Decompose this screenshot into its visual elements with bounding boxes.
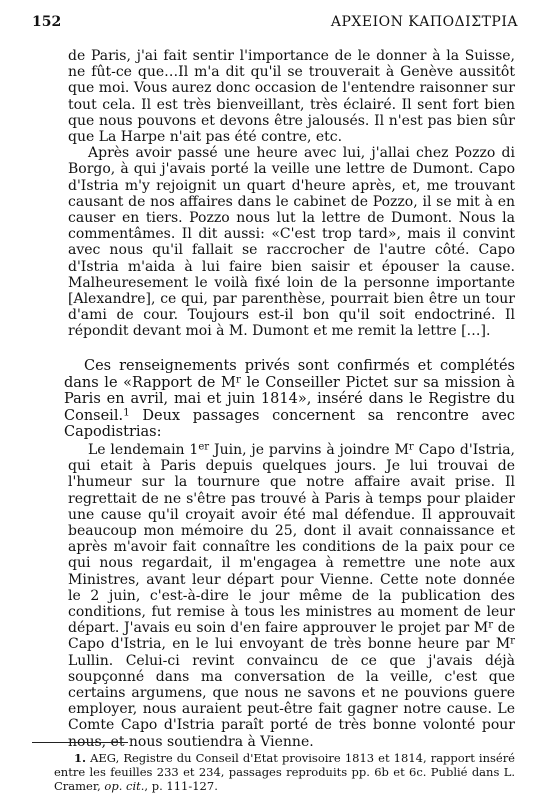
quote-paragraph-1: de Paris, j'ai fait sentir l'importance de le donner à la Suisse, ne fût-ce que…Il m'a dit qu'il se trouverait à Genève aussitôt que moi. Vous aurez donc occasion de l'entendre raisonner sur tout cela. Il est très bienveillant, très éclairé. Il sent fort bien que nous pouvons et devons être jalousés. Il n'est pas bien sûr que La Harpe n'ait pas été contre, etc.	[68, 48, 515, 146]
block-quote-report	[68, 442, 515, 750]
report-text-e: Lullin. Celui-ci revint convaincu de ce que j'avais déjà soupçonné dans ma conversation de la veille, c'est que certains argumens, que nous ne savons et ne pouvions guere employer, nous auraient peut-être fait gagner notre cause. Le Comte Capo d'Istria paraît porté de très bonne volonté pour nous, et nous soutiendra à Vienne.	[68, 652, 515, 750]
footnote-op-cit: op. cit.	[104, 779, 145, 793]
footnote-text-a: AEG, Registre du Conseil d'Etat provisoire 1813 et 1814, rapport inséré entre les feuilles 233 et 234, passages reproduits pp. 6b et 6c. Publié dans L. Cramer,	[54, 751, 515, 793]
footnote-paragraph	[54, 751, 515, 793]
report-paragraph	[68, 442, 515, 750]
page-number: 152	[32, 14, 62, 30]
footnote	[54, 751, 515, 793]
superscript-er: er	[198, 441, 210, 453]
quote-paragraph-2: Après avoir passé une heure avec lui, j'allai chez Pozzo di Borgo, à qui j'avais porté la veille une lettre de Dumont. Capo d'Istria m'y rejoignit un quart d'heure après, et, me trouvant causant de nos affaires dans le cabinet de Pozzo, il se mit à en causer en tiers. Pozzo nous lut la lettre de Dumont. Nous la commentâmes. Il dit aussi: «C'est trop tard», mais il convint avec nous qu'il fallait se raccrocher de l'autre côté. Capo d'Istria m'aida à lui faire bien saisir et épouser la cause. Malheuresement le voilà fixé loin de la personne importante [Alexandre], ce qui, par parenthèse, pourrait bien être un tour d'ami de cour. Toujours est-il bon qu'il soit endoctriné. Il répondit devant moi à M. Dumont et me remit la lettre […].	[68, 145, 515, 340]
body-paragraph	[64, 358, 515, 441]
superscript-r: r	[408, 441, 414, 453]
report-text-b: Juin, je parvins à joindre M	[209, 442, 409, 458]
report-text-a: Le lendemain 1	[88, 442, 199, 458]
superscript-r: r	[488, 619, 494, 631]
footnote-text-b: , p. 111-127.	[144, 779, 218, 793]
block-quote-letter	[68, 48, 515, 340]
running-head	[32, 14, 518, 34]
footnote-reference[interactable]: 1	[123, 405, 130, 418]
report-text-d: de Capo d'Istria, en le lui envoyant de très bonne heure par M	[68, 620, 515, 653]
superscript-r: r	[510, 635, 515, 647]
running-title: ΑΡΧΕΙΟΝ ΚΑΠΟΔΙΣΤΡΙΑ	[330, 14, 518, 30]
superscript-r: r	[235, 372, 241, 385]
body-text	[64, 358, 515, 441]
body-text-c: Deux passages concernent sa rencontre avec Capodistrias:	[64, 407, 515, 440]
footnote-number: 1.	[74, 751, 87, 765]
body-text-a: Ces renseignements privés sont confirmés et complétés dans le «Rapport de M	[64, 358, 515, 391]
footnote-rule	[32, 742, 128, 743]
body-text-b: le Conseiller Pictet sur sa mission à Paris en avril, mai et juin 1814», inséré dans le Registre du Conseil.	[64, 374, 516, 424]
report-text-c: Capo d'Istria, qui etait à Paris depuis quelques jours. Je lui trouvai de l'humeur sur la tournure que notre affaire avait prise. Il regrettait de ne s'être pas trouvé à Paris à temps pour plaider une cause qu'il croyait avoir été mal défendue. Il approuvait beaucoup mon mémoire du 25, dont il avait connaissance et après m'avoir fait connaître les conditions de la paix pour ce qui nous regardait, il m'engagea à remettre une note aux Ministres, avant leur départ pour Vienne. Cette note donnée le 2 juin, c'est-à-dire le jour même de la publication des conditions, fut remise à tous les ministres au moment de leur départ. J'avais eu soin d'en faire approuver le projet par M	[68, 442, 515, 637]
